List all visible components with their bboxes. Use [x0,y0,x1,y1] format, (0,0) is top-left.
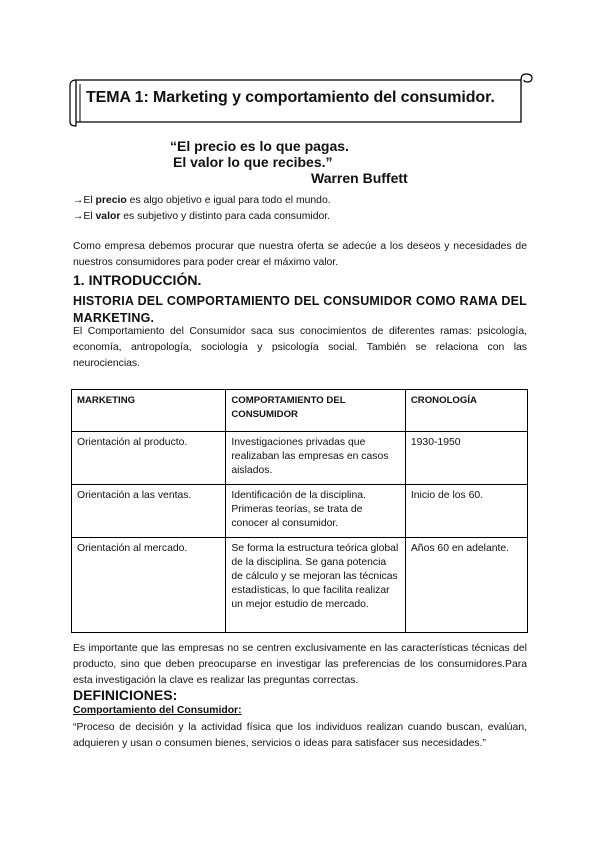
table-cell: Orientación a las ventas. [72,485,226,538]
table-cell: Años 60 en adelante. [405,538,527,633]
table-row [72,432,528,485]
page-title: TEMA 1: Marketing y comportamiento del consumidor. [86,89,495,106]
table-cell: Se forma la estructura teórica global de la disciplina. Se gana potencia de cálculo y se mejoran las técnicas estadísticas, lo que facilita realizar un mejor estudio de mercado. [226,538,406,633]
table-cell: 1930-1950 [405,432,527,485]
table-header: CRONOLOGÍA [405,390,527,432]
table-cell: Investigaciones privadas que realizaban las empresas en casos aislados. [226,432,406,485]
after-table-paragraph: Es importante que las empresas no se centren exclusivamente en las características técnicas del producto, sino que deben preocuparse en investigar las preferencias de los consumidores.Para esta investigación la clave es realizar las preguntas correctas. [73,643,527,686]
section-paragraph: El Comportamiento del Consumidor saca sus conocimientos de diferentes ramas: psicología, economía, antropología, sociología y psicología social. También se relaciona con las neurociencias. [73,326,527,369]
marketing-table [71,389,528,633]
intro-paragraph: Como empresa debemos procurar que nuestra oferta se adecúe a los deseos y necesidades de nuestros consumidores para poder crear el máximo valor. [73,241,527,268]
bullet-precio: →El precio es algo objetivo e igual para todo el mundo. [73,195,331,206]
table-cell: Orientación al mercado. [72,538,226,633]
table-cell: Inicio de los 60. [405,485,527,538]
table-cell: Identificación de la disciplina. Primeras teorías, se trata de conocer al consumidor. [226,485,406,538]
table-row [72,538,528,633]
quote-line-2: El valor lo que recibes.” [173,154,333,170]
table-row [72,485,528,538]
arrow-icon: → [73,195,84,206]
section-heading: 1. INTRODUCCIÓN. [73,272,202,288]
section-subheading: HISTORIA DEL COMPORTAMIENTO DEL CONSUMIDOR COMO RAMA DEL MARKETING. [73,294,527,325]
arrow-icon: → [73,211,84,222]
definition-title: Comportamiento del Consumidor: [73,705,242,716]
definitions-heading: DEFINICIONES: [73,687,178,703]
table-cell: Orientación al producto. [72,432,226,485]
table-header-row [72,390,528,432]
quote-author: Warren Buffett [311,170,408,186]
table-header: COMPORTAMIENTO DEL CONSUMIDOR [226,390,406,432]
table-header: MARKETING [72,390,226,432]
bullet-valor: →El valor es subjetivo y distinto para cada consumidor. [73,211,331,222]
quote-line-1: “El precio es lo que pagas. [170,138,349,154]
definition-text: “Proceso de decisión y la actividad física que los individuos realizan cuando buscan, evalúan, adquieren y usan o consumen bienes, servicios o ideas para satisfacer sus necesidades.” [73,722,527,749]
